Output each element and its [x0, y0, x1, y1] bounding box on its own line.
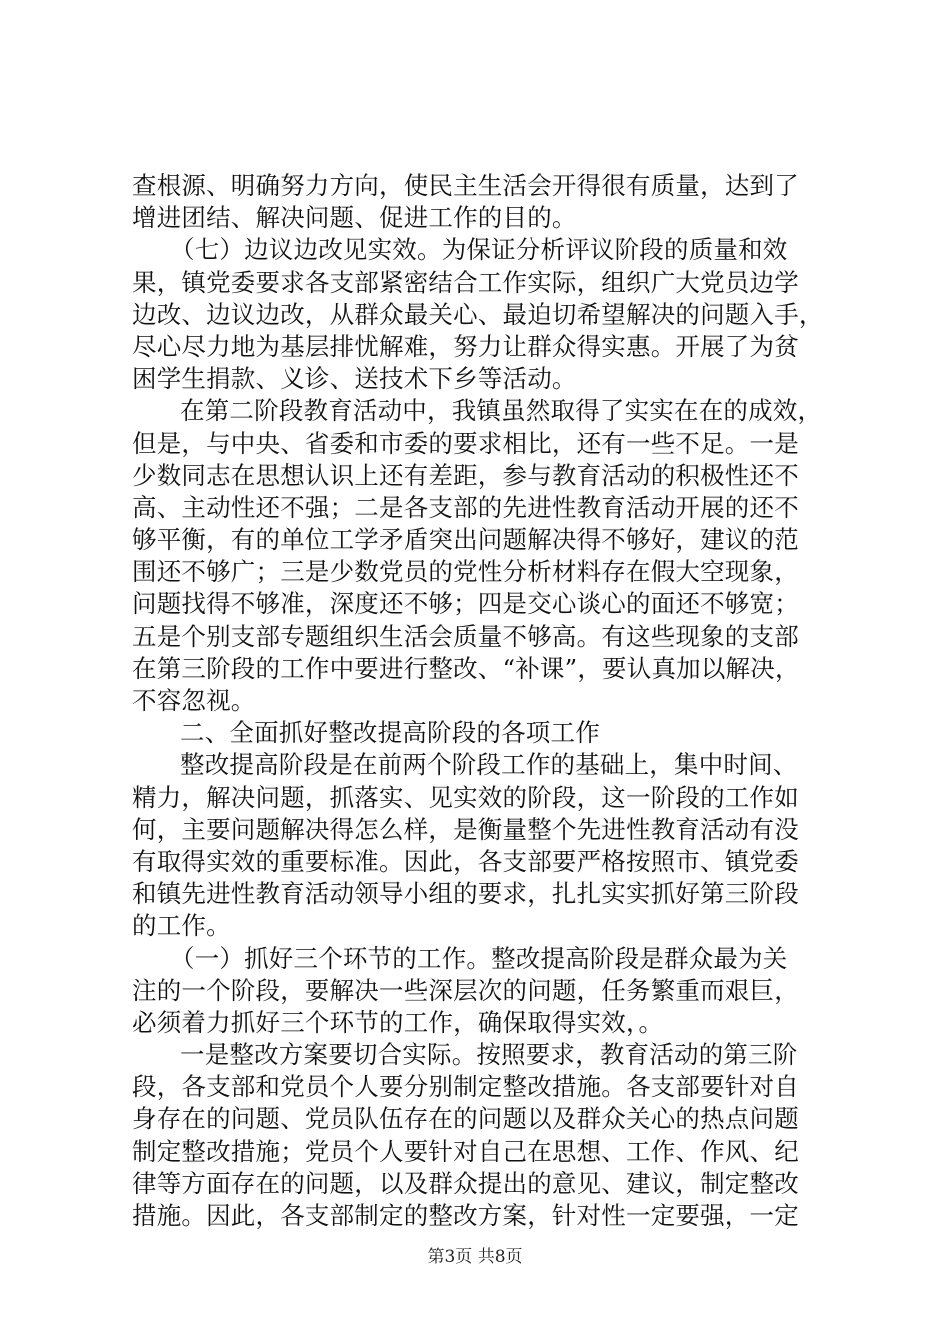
text-line: 围还不够广；三是少数党员的党性分析材料存在假大空现象，	[132, 557, 799, 587]
text-line: （一）抓好三个环节的工作。整改提高阶段是群众最为关	[170, 943, 788, 973]
text-line: 高、主动性还不强；二是各支部的先进性教育活动开展的还不	[132, 492, 799, 522]
text-line: 在第三阶段的工作中要进行整改、“补课”，要认真加以解决，	[132, 653, 800, 683]
section-heading: 二、全面抓好整改提高阶段的各项工作	[180, 718, 600, 748]
text-line: 律等方面存在的问题，以及群众提出的意见、建议，制定整改	[132, 1168, 799, 1198]
text-line: 但是，与中央、省委和市委的要求相比，还有一些不足。一是	[132, 428, 799, 458]
text-line: 问题找得不够准，深度还不够；四是交心谈心的面还不够宽；	[132, 589, 799, 619]
text-line: 何，主要问题解决得怎么样，是衡量整个先进性教育活动有没	[132, 814, 799, 844]
text-line: 的工作。	[132, 911, 231, 941]
text-line: 困学生捐款、义诊、送技术下乡等活动。	[132, 364, 577, 394]
text-line: 整改提高阶段是在前两个阶段工作的基础上，集中时间、	[180, 750, 798, 780]
text-line: 不容忽视。	[132, 686, 256, 715]
text-line: 注的一个阶段，要解决一些深层次的问题，任务繁重而艰巨，	[132, 975, 799, 1005]
text-line: 尽心尽力地为基层排忧解难，努力让群众得实惠。开展了为贫	[132, 331, 799, 361]
text-line: 制定整改措施；党员个人要针对自己在思想、工作、作风、纪	[132, 1136, 799, 1166]
text-line: 一是整改方案要切合实际。按照要求，教育活动的第三阶	[180, 1040, 798, 1070]
text-line: 身存在的问题、党员队伍存在的问题以及群众关心的热点问题	[132, 1104, 799, 1134]
text-line: （七）边议边改见实效。为保证分析评议阶段的质量和效	[170, 235, 788, 265]
text-line: 精力，解决问题，抓落实、见实效的阶段，这一阶段的工作如	[132, 782, 799, 812]
page-footer: 第3页 共8页	[427, 1247, 523, 1267]
text-line: 查根源、明确努力方向，使民主生活会开得很有质量，达到了	[132, 171, 799, 200]
text-line: 增进团结、解决问题、促进工作的目的。	[132, 203, 577, 233]
text-line: 果，镇党委要求各支部紧密结合工作实际，组织广大党员边学	[132, 267, 799, 297]
text-line: 在第二阶段教育活动中，我镇虽然取得了实实在在的成效，	[180, 396, 823, 426]
text-line: 五是个别支部专题组织生活会质量不够高。有这些现象的支部	[132, 621, 799, 651]
text-line: 少数同志在思想认识上还有差距，参与教育活动的积极性还不	[132, 460, 799, 490]
text-line: 和镇先进性教育活动领导小组的要求，扎扎实实抓好第三阶段	[132, 879, 799, 909]
text-line: 边改、边议边改，从群众最关心、最迫切希望解决的问题入手，	[132, 299, 824, 329]
document-body	[132, 170, 832, 1232]
text-line: 有取得实效的重要标准。因此，各支部要严格按照市、镇党委	[132, 846, 799, 876]
text-line: 够平衡，有的单位工学矛盾突出问题解决得不够好，建议的范	[132, 525, 799, 555]
text-line: 措施。因此，各支部制定的整改方案，针对性一定要强，一定	[132, 1201, 799, 1230]
text-line: 段，各支部和党员个人要分别制定整改措施。各支部要针对自	[132, 1072, 799, 1102]
text-line: 必须着力抓好三个环节的工作，确保取得实效，。	[132, 1007, 664, 1037]
